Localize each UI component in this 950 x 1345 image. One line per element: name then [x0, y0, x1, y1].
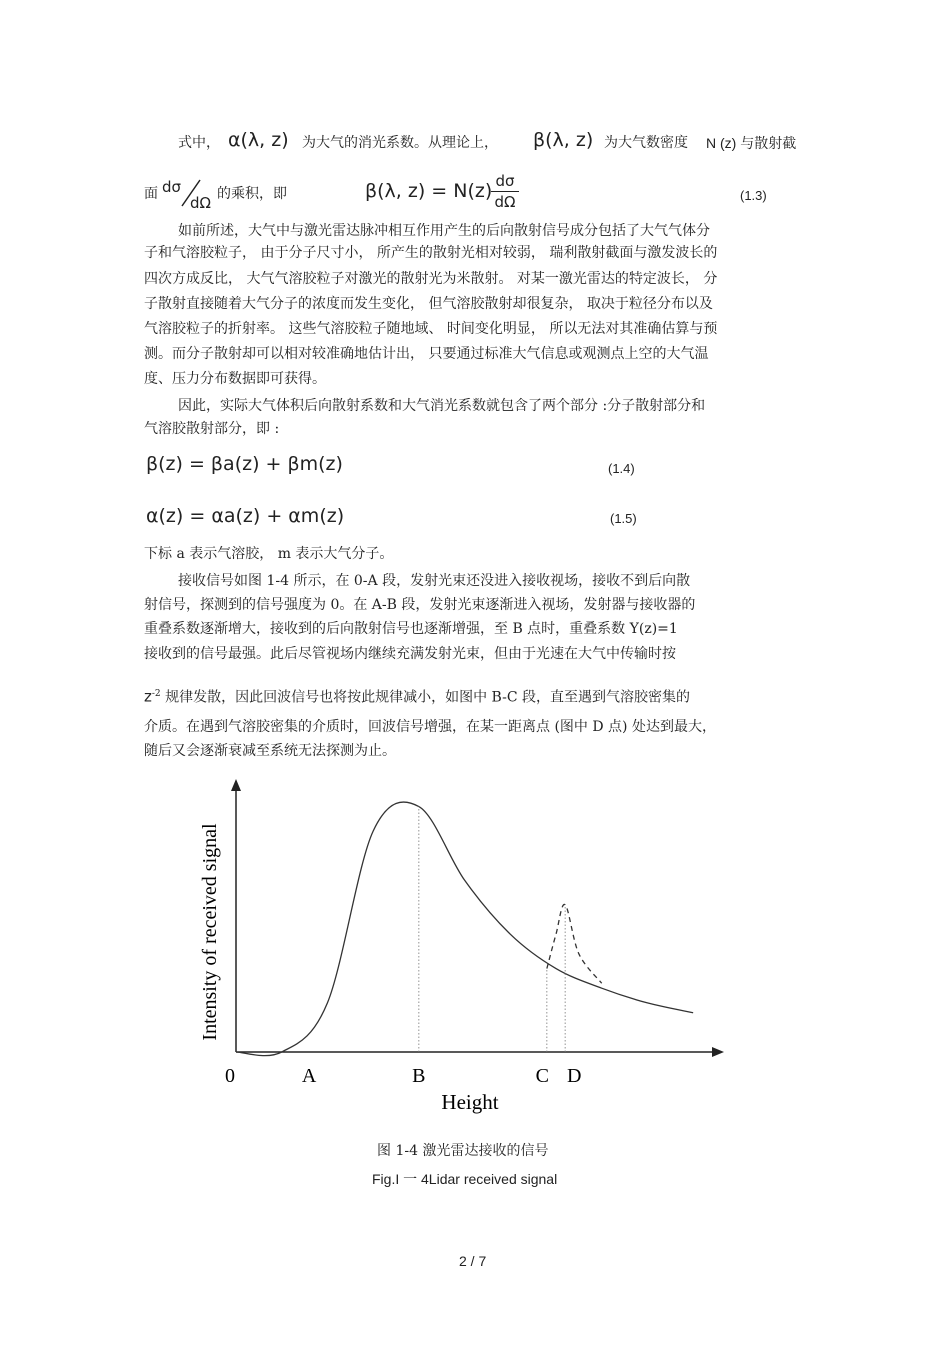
- y-axis-arrow: [231, 779, 241, 791]
- line-2-a: 面: [144, 186, 158, 202]
- paragraph-1-line-3: 四次方成反比， 大气气溶胶粒子对激光的散射光为米散射。 对某一激光雷达的特定波长， 分: [144, 271, 718, 287]
- eq-1-4: β(z) = βa(z) + βm(z): [146, 453, 343, 475]
- line-1: [178, 134, 220, 152]
- lidar-signal-chart: [180, 775, 740, 1115]
- paragraph-2-line-1: 因此，实际大气体积后向散射系数和大气消光系数就包含了两个部分 :分子散射部分和: [178, 398, 706, 414]
- paragraph-1-line-5: 气溶胶粒子的折射率。 这些气溶胶粒子随地域、 时间变化明显， 所以无法对其准确估算与预: [144, 321, 718, 337]
- line-1-b: 为大气的消光系数。从理论上，: [302, 135, 498, 151]
- series-line-received-signal: [236, 802, 693, 1056]
- paragraph-1-line-6: 测。而分子散射却可以相对较准确地估计出， 只要通过标准大气信息或观测点上空的大气温: [144, 346, 709, 362]
- x-tick-label: B: [412, 1065, 426, 1087]
- x-tick-label: C: [535, 1065, 549, 1087]
- eq-1-3-lhs: β(λ, z) = N(z): [365, 180, 493, 202]
- line-2-b: 的乘积，即: [217, 186, 287, 202]
- paragraph-1-line-4: 子散射直接随着大气分子的浓度而发生变化， 但气溶胶散射却很复杂， 取决于粒径分布以及: [144, 296, 713, 312]
- y-axis-label: Intensity of received signal: [199, 823, 221, 1041]
- chart-labels: [199, 823, 582, 1114]
- x-tick-label: D: [567, 1065, 582, 1087]
- paragraph-1-line-7: 度、压力分布数据即可获得。: [144, 371, 326, 387]
- eq-1-3-denominator: dΩ: [494, 193, 516, 211]
- eq-1-5-number: (1.5): [610, 511, 637, 526]
- domega-inline: dΩ: [190, 194, 211, 212]
- x-axis-label: Height: [441, 1090, 499, 1114]
- paragraph-4-line-5-text: 规律发散，因此回波信号也将按此规律减小，如图中 B-C 段，直至遇到气溶胶密集的: [160, 689, 690, 706]
- chart-axes: [231, 779, 724, 1057]
- dsigma-inline: dσ: [162, 178, 182, 196]
- paragraph-4-line-5: [144, 685, 690, 707]
- series-line-aerosol-echo: [547, 904, 602, 983]
- figure-caption-en: Fig.I 一 4Lidar received signal: [372, 1171, 558, 1187]
- z-symbol: z: [144, 687, 152, 706]
- eq-1-3-fraction-bar: [491, 191, 519, 192]
- line-1-c: 为大气数密度: [604, 135, 688, 151]
- paragraph-4-line-6: 介质。在遇到气溶胶密集的介质时，回波信号增强，在某一距离点 (图中 D 点) 处达到最大，: [144, 719, 716, 735]
- paragraph-1-line-1: 如前所述，大气中与激光雷达脉冲相互作用产生的后向散射信号成分包括了大气气体分: [178, 223, 710, 239]
- chart-marks: [236, 802, 693, 1056]
- paragraph-3: 下标 a 表示气溶胶， m 表示大气分子。: [144, 546, 394, 562]
- paragraph-4-line-7: 随后又会逐渐衰减至系统无法探测为止。: [144, 743, 396, 759]
- x-axis-arrow: [712, 1047, 724, 1057]
- eq-1-3-fraction: [491, 172, 519, 211]
- x-tick-label: 0: [225, 1065, 235, 1087]
- paragraph-2-line-2: 气溶胶散射部分，即 :: [144, 421, 280, 437]
- beta-lambda-z: β(λ, z): [533, 129, 594, 151]
- paragraph-4-line-3: 重叠系数逐渐增大，接收到的后向散射信号也逐渐增强，至 B 点时，重叠系数 Y(z)=1: [144, 621, 678, 637]
- text: 式中，: [178, 135, 220, 151]
- paragraph-1-line-2: 子和气溶胶粒子， 由于分子尺寸小， 所产生的散射光相对较弱， 瑞利散射截面与激发波长的: [144, 245, 718, 261]
- paragraph-4-line-4: 接收到的信号最强。此后尽管视场内继续充满发射光束，但由于光速在大气中传输时按: [144, 646, 676, 662]
- line-1-d: N (z) 与散射截: [706, 135, 797, 151]
- eq-1-3-number: (1.3): [740, 188, 767, 203]
- paragraph-4-line-2: 射信号，探测到的信号强度为 0。在 A-B 段，发射光束逐渐进入视场，发射器与接收器的: [144, 597, 696, 613]
- page-number: 2 / 7: [459, 1253, 487, 1269]
- figure-caption-cn: 图 1-4 激光雷达接收的信号: [377, 1143, 549, 1159]
- x-tick-label: A: [301, 1065, 317, 1087]
- alpha-lambda-z: α(λ, z): [228, 129, 289, 151]
- z-exponent: -2: [151, 689, 161, 699]
- paragraph-4-line-1: 接收信号如图 1-4 所示，在 0-A 段，发射光束还没进入接收视场，接收不到后向散: [178, 573, 691, 589]
- eq-1-3-numerator: dσ: [495, 172, 515, 190]
- eq-1-5: α(z) = αa(z) + αm(z): [146, 505, 345, 527]
- eq-1-4-number: (1.4): [608, 461, 635, 476]
